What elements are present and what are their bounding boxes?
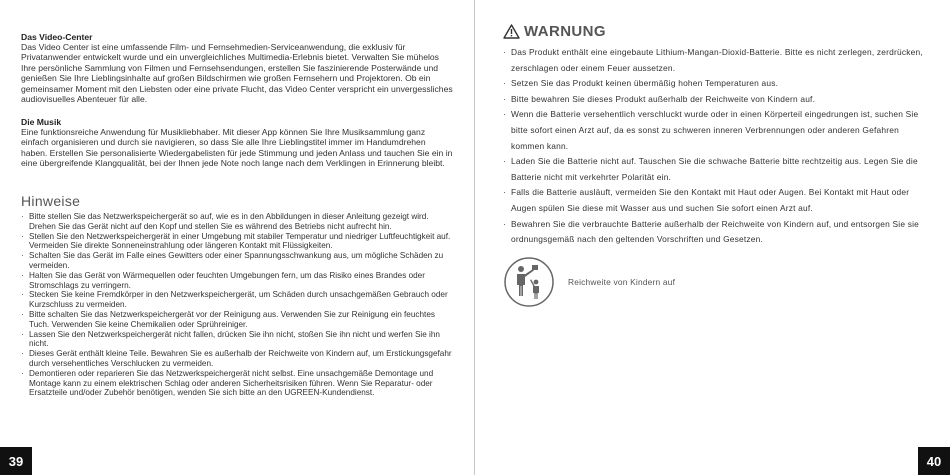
hinweise-item: · Bitte stellen Sie das Netzwerkspeichergerät so auf, wie es in den Abbildungen in dieser Anleitung gezeigt wird. Drehen Sie das Gerät nicht auf den Kopf und stellen Sie es während des Betriebs nicht aufrecht hin.: [21, 212, 429, 231]
warning-triangle-icon: [503, 24, 520, 39]
hinweise-item: · Halten Sie das Gerät von Wärmequellen oder feuchten Umgebungen fern, um das Risiko eines Brandes oder Stromschlags zu verringern.: [21, 270, 425, 290]
music-text: Eine funktionsreiche Anwendung für Musikliebhaber. Mit dieser App können Sie Ihre Musiksammlung ganz einfach organisieren und durch sie navigieren, so dass Sie alle Ihre Lieblingstitel immer im Handumdrehen haben. Erstellen Sie personalisierte Wiedergabelisten für jede Stimmung und jeden Anlass und tauchen Sie ein in eine übergreifende Klangqualität, bei der Ihnen jede Note noch lange nach dem Verklingen in Erinnerung bleibt.: [21, 127, 453, 169]
hinweise-item: · Lassen Sie den Netzwerkspeichergerät nicht fallen, drücken Sie ihn nicht, stoßen Sie ihn nicht und werfen Sie ihn nicht.: [21, 329, 440, 349]
right-page: [475, 0, 950, 475]
hinweise-item: · Stellen Sie den Netzwerkspeichergerät in einer Umgebung mit stabiler Temperatur und niedriger Luftfeuchtigkeit auf. Vermeiden Sie direkte Sonneneinstrahlung oder längeren Kontakt mit Flüssigkeiten.: [21, 231, 451, 251]
warning-item: · Setzen Sie das Produkt keinen übermäßig hohen Temperaturen aus.: [503, 78, 779, 89]
video-center-title: Das Video-Center: [21, 32, 93, 42]
page-number-right: 40: [918, 447, 950, 475]
page-number-left: 39: [0, 447, 32, 475]
warning-item: · Bewahren Sie die verbrauchte Batterie außerhalb der Reichweite von Kindern auf, und entsorgen Sie sie ordnungsgemäß nach den geltenden Vorschriften und Gesetzen.: [503, 218, 920, 245]
warning-title: WARNUNG: [524, 23, 606, 40]
warning-heading: [503, 23, 606, 40]
hinweise-list: [21, 212, 453, 398]
music-title: Die Musik: [21, 117, 62, 127]
warning-item: · Falls die Batterie ausläuft, vermeiden Sie den Kontakt mit Haut oder Augen. Bei Kontakt mit Haut oder Augen spülen Sie diese mit Wasser aus und suchen Sie sofort einen Arzt auf.: [503, 187, 910, 213]
warning-item: · Wenn die Batterie versehentlich verschluckt wurde oder in einen Körperteil eingedrungen ist, suchen Sie bitte sofort einen Arzt auf, da es sonst zu schweren inneren Verbrennungen oder anderen Gefahren kommen kann.: [503, 109, 919, 151]
warning-list: [503, 45, 928, 248]
hinweise-item: · Schalten Sie das Gerät im Falle eines Gewitters oder einer Spannungsschwankung aus, um mögliche Schäden zu vermeiden.: [21, 251, 444, 270]
keep-away-from-children-icon: [503, 256, 555, 313]
warning-item: · Laden Sie die Batterie nicht auf. Tauschen Sie die schwache Batterie bitte rechtzeitig aus. Legen Sie die Batterie nicht mit verkehrter Polarität ein.: [503, 156, 918, 182]
hinweise-title: Hinweise: [21, 193, 81, 209]
video-center-text: Das Video Center ist eine umfassende Film- und Fernsehmedien-Serviceanwendung, die exklusiv für Privatanwender entwickelt wurde und ein unvergleichliches Multimedia-Erlebnis bietet. Verwalten Sie mühelos Ihre persönliche Sammlung von Filmen und Fernsehsendungen, erstellen Sie faszinierende Posterwände und genießen Sie Ihre Lieblingsinhalte auf großen Bildschirmen wie großen Fernsehern und Projektoren. Ob ein gemeinsamer Moment mit den Liebsten oder eine private Flucht, das Video Center verspricht ein unvergessliches audiovisuelles Abenteuer für alle.: [21, 42, 453, 105]
warning-item: · Bitte bewahren Sie dieses Produkt außerhalb der Reichweite von Kindern auf.: [503, 93, 816, 104]
hinweise-item: · Dieses Gerät enthält kleine Teile. Bewahren Sie es außerhalb der Reichweite von Kindern auf, um Erstickungsgefahr durch versehentliches Verschlucken zu vermeiden.: [21, 349, 452, 368]
left-page: [0, 0, 474, 475]
child-symbol-caption: Reichweite von Kindern auf: [568, 277, 676, 287]
hinweise-item: · Demontieren oder reparieren Sie das Netzwerkspeichergerät nicht selbst. Eine unsachgemäße Demontage und Montage kann zu einem elektrischen Schlag oder anderen Sicherheitsrisiken führen. Wenn Sie Reparatur- oder Ersatzteile und/oder Zubehör benötigen, wenden Sie sich bitte an den UGREEN-Kundendienst.: [21, 368, 434, 398]
hinweise-item: · Bitte schalten Sie das Netzwerkspeichergerät vor der Reinigung aus. Verwenden Sie zur Reinigung ein feuchtes Tuch. Verwenden Sie keine Chemikalien oder Sprühreiniger.: [21, 309, 435, 329]
warning-item: · Das Produkt enthält eine eingebaute Lithium-Mangan-Dioxid-Batterie. Bitte es nicht zerlegen, zerdrücken, zerschlagen oder einem Feuer aussetzen.: [503, 47, 923, 73]
hinweise-item: · Stecken Sie keine Fremdkörper in den Netzwerkspeichergerät, um Schäden durch unsachgemäßen Gebrauch oder Kurzschluss zu vermeiden.: [21, 290, 448, 310]
